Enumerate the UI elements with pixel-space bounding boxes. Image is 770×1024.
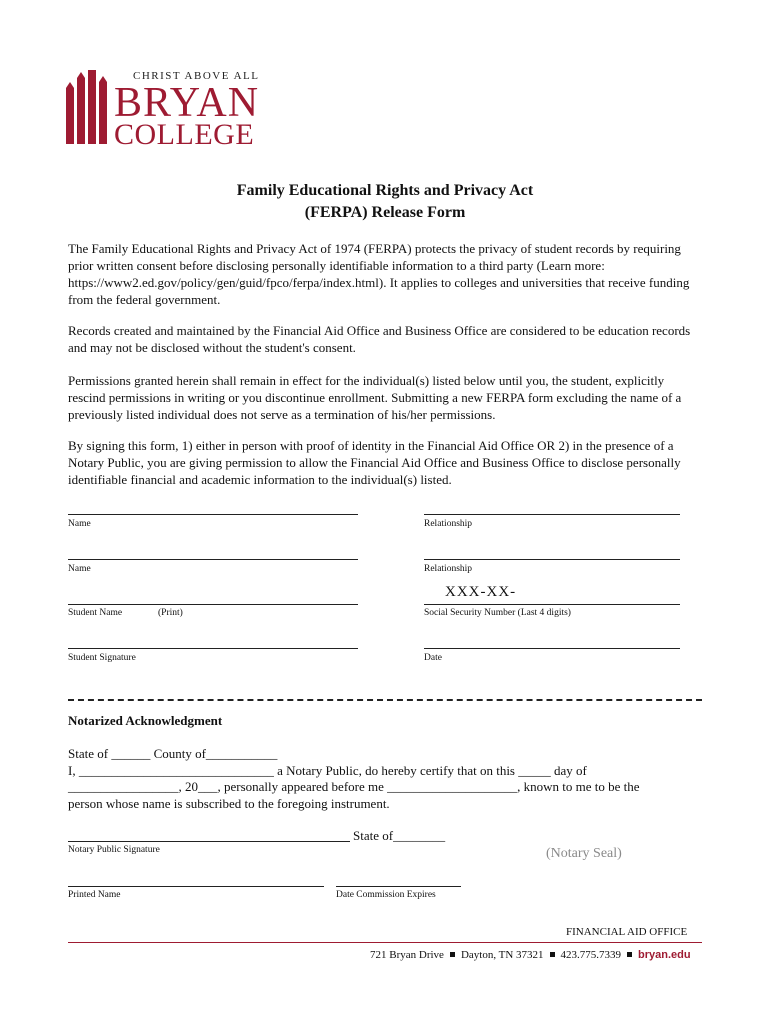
paragraph-records: Records created and maintained by the Financial Aid Office and Business Office are considered to be education records and may not be disclosed without the student's consent.	[68, 323, 691, 355]
relationship1-line[interactable]	[424, 514, 680, 515]
student-name-label: Student Name	[68, 608, 123, 618]
ssn-prefix: XXX-XX-	[445, 584, 517, 600]
section-divider	[68, 699, 702, 701]
relationship1-label: Relationship	[424, 519, 473, 529]
paragraph-permissions: Permissions granted herein shall remain in effect for the individual(s) listed below until you, the student, explicitly rescind permissions in writing or you discontinue enrollment. Submitting a new FERPA form excluding the name of a previously listed individual does not serve as a termination of his/her permissions.	[68, 373, 682, 422]
bullet-icon	[450, 952, 455, 957]
footer-rule	[68, 942, 702, 943]
relationship2-label: Relationship	[424, 564, 473, 574]
college-logo	[66, 70, 266, 151]
bullet-icon	[550, 952, 555, 957]
ssn-line[interactable]	[424, 604, 680, 605]
notary-line-4: person whose name is subscribed to the foregoing instrument.	[68, 795, 390, 811]
document-title-line1: Family Educational Rights and Privacy Act	[236, 182, 534, 199]
footer-website-link[interactable]: bryan.edu	[638, 949, 691, 961]
name2-line[interactable]	[68, 559, 358, 560]
date-line[interactable]	[424, 648, 680, 649]
printed-name-line[interactable]	[68, 886, 324, 887]
footer-address: 721 Bryan Drive	[370, 949, 444, 961]
college-building-icon	[66, 70, 108, 144]
document-title-line2: (FERPA) Release Form	[304, 204, 466, 221]
print-label: (Print)	[158, 608, 183, 618]
footer-contact	[370, 949, 691, 961]
footer-city: Dayton, TN 37321	[460, 949, 544, 961]
date-label: Date	[424, 653, 442, 663]
logo-name-college: COLLEGE	[114, 118, 255, 151]
printed-name-label: Printed Name	[68, 890, 121, 900]
paragraph-intro: The Family Educational Rights and Privacy Act of 1974 (FERPA) protects the privacy of student records by requiring prior written consent before disclosing personally identifiable information to a third party (Learn more: https://www2.ed.gov/policy/gen/guid/fpco/ferpa/index.html). It applies to colleges and universities that receive funding from the federal government.	[68, 241, 690, 307]
notary-seal-placeholder: (Notary Seal)	[546, 846, 622, 861]
notary-line-3: _________________, 20___, personally appeared before me ____________________, known to me to be the	[68, 779, 640, 794]
notary-line-1: State of ______ County of___________	[68, 746, 278, 761]
commission-date-line[interactable]	[336, 886, 461, 887]
commission-date-label: Date Commission Expires	[336, 890, 436, 900]
name1-line[interactable]	[68, 514, 358, 515]
name1-label: Name	[68, 519, 91, 529]
footer-phone: 423.775.7339	[560, 949, 622, 961]
relationship2-line[interactable]	[424, 559, 680, 560]
footer-office: FINANCIAL AID OFFICE	[566, 926, 688, 938]
notary-statement	[68, 746, 708, 812]
notary-signature-label: Notary Public Signature	[68, 845, 160, 855]
ssn-label: Social Security Number (Last 4 digits)	[424, 608, 571, 618]
bullet-icon	[627, 952, 632, 957]
paragraph-signing: By signing this form, 1) either in person with proof of identity in the Financial Aid Office OR 2) in the presence of a Notary Public, you are giving permission to allow the Financial Aid Office and Business Office to disclose personally identifiable financial and academic information to the individual(s) listed.	[68, 438, 681, 487]
logo-tagline: CHRIST ABOVE ALL	[133, 70, 260, 82]
notary-line-2: I, ______________________________ a Notary Public, do hereby certify that on this _____ day of	[68, 762, 587, 778]
notary-signature-line[interactable]	[68, 841, 350, 842]
student-name-line[interactable]	[68, 604, 358, 605]
name2-label: Name	[68, 564, 91, 574]
student-signature-line[interactable]	[68, 648, 358, 649]
logo-name-bryan: BRYAN	[114, 80, 260, 126]
student-signature-label: Student Signature	[68, 653, 136, 663]
notary-heading: Notarized Acknowledgment	[68, 713, 223, 728]
notary-state-field[interactable]: State of________	[353, 828, 446, 843]
